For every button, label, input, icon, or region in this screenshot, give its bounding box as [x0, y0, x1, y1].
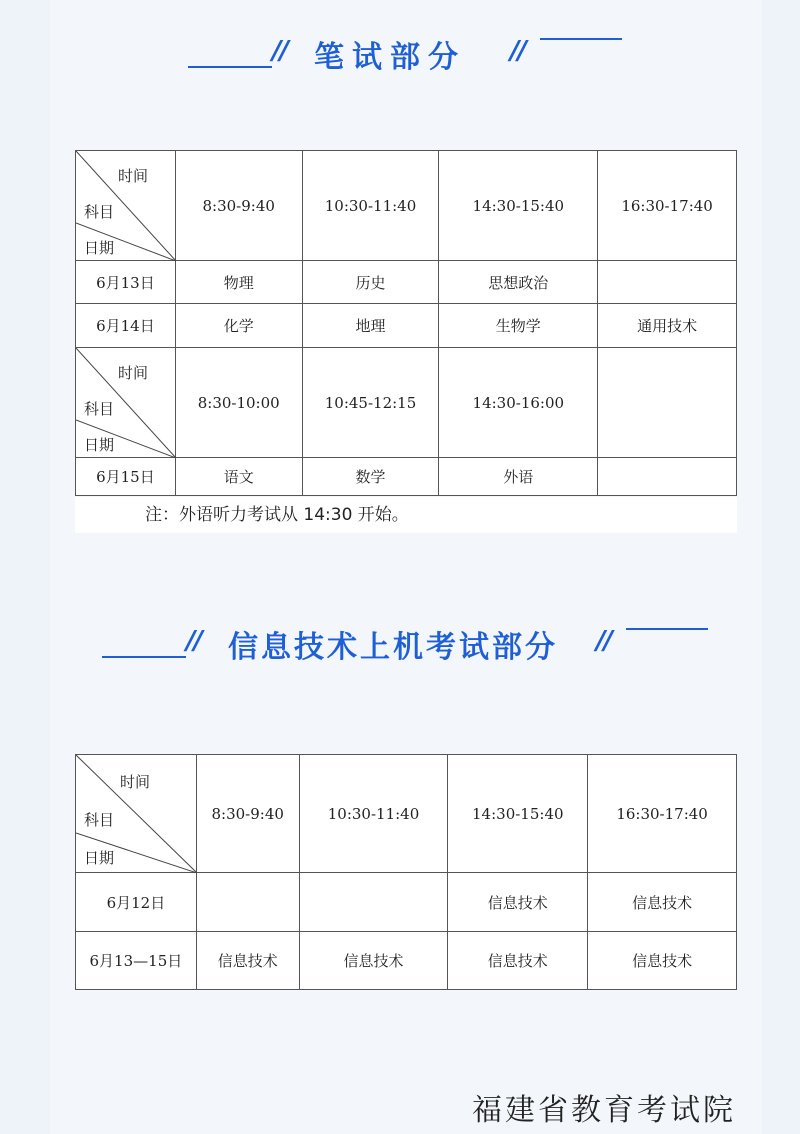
corner-time-label: 时间: [118, 364, 149, 382]
corner-date-label: 日期: [84, 849, 115, 867]
time-slot: 8:30-9:40: [175, 151, 302, 261]
note-box: [75, 497, 737, 533]
time-slot: 16:30-17:40: [598, 151, 737, 261]
header-rule-right: [626, 628, 708, 630]
header-rule-left: [102, 656, 186, 658]
corner-time-label: 时间: [118, 167, 149, 185]
subject-cell: 信息技术: [196, 932, 299, 990]
subject-cell: 数学: [302, 458, 439, 496]
table-header-row: [76, 755, 737, 873]
subject-cell: 生物学: [439, 304, 598, 348]
table-header-row: [76, 151, 737, 261]
table-row: [76, 261, 737, 304]
header-rule-left: [188, 66, 272, 68]
time-slot: 14:30-15:40: [439, 151, 598, 261]
subject-cell: 物理: [175, 261, 302, 304]
subject-cell: [196, 873, 299, 932]
subject-cell: [598, 261, 737, 304]
date-cell: 6月15日: [76, 458, 176, 496]
time-slot: 10:30-11:40: [302, 151, 439, 261]
section-title: 笔试部分: [314, 40, 466, 75]
subject-cell: 外语: [439, 458, 598, 496]
header-slash-left: //: [186, 626, 201, 656]
date-cell: 6月14日: [76, 304, 176, 348]
corner-cell: [76, 151, 176, 261]
written-exam-table: [75, 150, 737, 496]
time-slot: 14:30-15:40: [448, 755, 588, 873]
table-row: [76, 873, 737, 932]
subject-cell: [598, 458, 737, 496]
subject-cell: 信息技术: [448, 873, 588, 932]
table-row: [76, 304, 737, 348]
header-slash-right: //: [510, 36, 525, 66]
subject-cell: 信息技术: [448, 932, 588, 990]
corner-subject-label: 科目: [84, 400, 115, 418]
subject-cell: 化学: [175, 304, 302, 348]
corner-time-label: 时间: [120, 773, 151, 791]
time-slot: 14:30-16:00: [439, 348, 598, 458]
table-header-row: [76, 348, 737, 458]
table-row: [76, 932, 737, 990]
subject-cell: 思想政治: [439, 261, 598, 304]
section-title: 信息技术上机考试部分: [228, 630, 558, 665]
section-header-computer: [0, 612, 800, 672]
corner-cell: [76, 348, 176, 458]
section-header-written: [0, 22, 800, 82]
header-slash-right: //: [596, 626, 611, 656]
subject-cell: 信息技术: [299, 932, 448, 990]
subject-cell: 信息技术: [588, 932, 737, 990]
subject-cell: 历史: [302, 261, 439, 304]
note-text: 注：外语听力考试从 14:30 开始。: [145, 505, 409, 525]
time-slot: 8:30-10:00: [175, 348, 302, 458]
footer-organization: 福建省教育考试院: [472, 1093, 736, 1128]
time-slot: [598, 348, 737, 458]
time-slot: 16:30-17:40: [588, 755, 737, 873]
corner-cell: [76, 755, 197, 873]
corner-subject-label: 科目: [84, 203, 115, 221]
subject-cell: 通用技术: [598, 304, 737, 348]
corner-date-label: 日期: [84, 436, 115, 454]
table-row: [76, 458, 737, 496]
time-slot: 10:30-11:40: [299, 755, 448, 873]
corner-date-label: 日期: [84, 239, 115, 257]
date-cell: 6月13—15日: [76, 932, 197, 990]
subject-cell: [299, 873, 448, 932]
header-rule-right: [540, 38, 622, 40]
subject-cell: 信息技术: [588, 873, 737, 932]
corner-subject-label: 科目: [84, 811, 115, 829]
date-cell: 6月12日: [76, 873, 197, 932]
time-slot: 8:30-9:40: [196, 755, 299, 873]
date-cell: 6月13日: [76, 261, 176, 304]
subject-cell: 语文: [175, 458, 302, 496]
computer-exam-table: [75, 754, 737, 990]
time-slot: 10:45-12:15: [302, 348, 439, 458]
subject-cell: 地理: [302, 304, 439, 348]
header-slash-left: //: [272, 36, 287, 66]
